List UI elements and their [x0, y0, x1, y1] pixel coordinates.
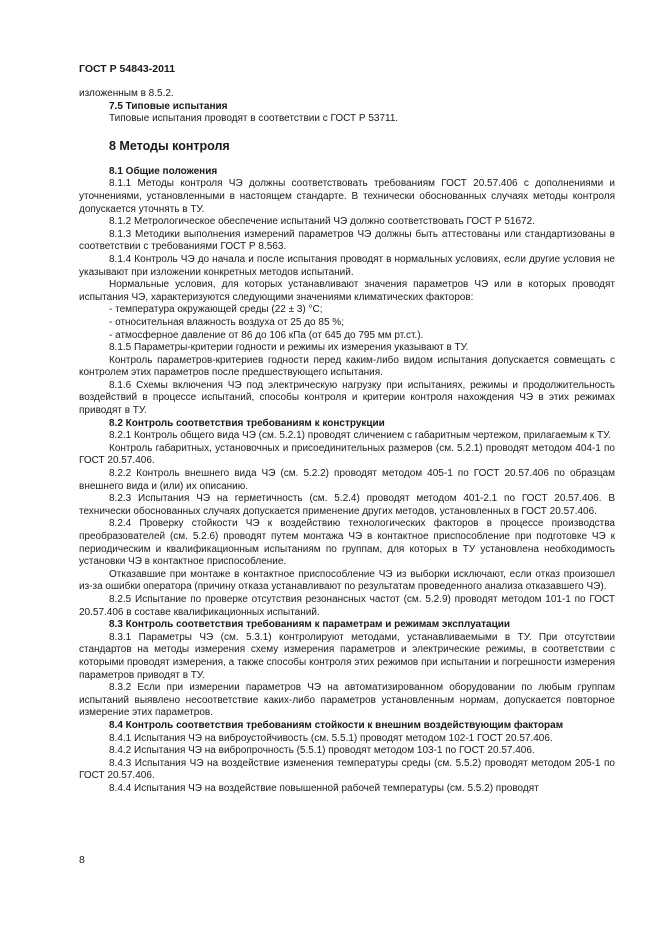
- page-number: 8: [79, 854, 85, 866]
- paragraph: 8.4.4 Испытания ЧЭ на воздействие повышенной рабочей температуры (см. 5.5.2) проводят: [109, 782, 539, 794]
- paragraph: 8.2.1 Контроль общего вида ЧЭ (см. 5.2.1) проводят сличением с габаритным чертежом, прилагаемым к ТУ.: [109, 430, 611, 442]
- paragraph: 8.2.2 Контроль внешнего вида ЧЭ (см. 5.2.2) проводят методом 405-1 по ГОСТ 20.57.406 по образцам внешнего вида и (или) их описанию.: [79, 468, 615, 492]
- paragraph: Нормальные условия, для которых устанавливают значения параметров ЧЭ или в которых проводят испытания ЧЭ, характеризуются следующими значениями климатических факторов:: [79, 279, 615, 303]
- subsection-heading: 8.3 Контроль соответствия требованиям к параметрам и режимам эксплуатации: [109, 619, 511, 631]
- paragraph: 8.1.6 Схемы включения ЧЭ под электрическую нагрузку при испытаниях, режимы и продолжительность воздействий в процессе испытаний, способы контроля и критерии контроля нахождения ЧЭ в этих режимах приводят в ТУ.: [79, 379, 615, 417]
- list-item: - атмосферное давление от 86 до 106 кПа (от 645 до 795 мм рт.ст.).: [109, 329, 424, 341]
- paragraph: 8.3.1 Параметры ЧЭ (см. 5.3.1) контролируют методами, устанавливаемыми в ТУ. При отсутствии стандартов на методы измерения схему измерения параметров и электрические режимы, в соответствии с которыми проводят измерения, а также способы контроля этих режимов при испытании и погрешности измерения параметров приводят в ТУ.: [79, 631, 615, 681]
- section-heading: 8 Методы контроля: [109, 138, 230, 153]
- paragraph: Типовые испытания проводят в соответствии с ГОСТ Р 53711.: [109, 113, 399, 125]
- paragraph: 8.3.2 Если при измерении параметров ЧЭ на автоматизированном оборудовании по любым группам испытаний выявлено несоответствие каких-либо параметров установленным нормам, допускается повторное измерение этих параметров.: [79, 682, 615, 719]
- paragraph: изложенным в 8.5.2.: [79, 88, 174, 99]
- paragraph: 8.4.2 Испытания ЧЭ на вибропрочность (5.5.1) проводят методом 103-1 по ГОСТ 20.57.406.: [109, 745, 535, 757]
- subsection-heading: 8.1 Общие положения: [109, 165, 218, 177]
- paragraph: 8.4.1 Испытания ЧЭ на виброустойчивость (см. 5.5.1) проводят методом 102-1 ГОСТ 20.57.406.: [109, 732, 553, 744]
- paragraph: 8.1.3 Методики выполнения измерений параметров ЧЭ должны быть аттестованы или стандартизованы в соответствии с требованиями ГОСТ Р 8.563.: [79, 228, 615, 253]
- subsection-heading: 8.2 Контроль соответствия требованиям к конструкции: [109, 417, 385, 429]
- document-header: ГОСТ Р 54843-2011: [79, 63, 176, 75]
- paragraph: 8.1.1 Методы контроля ЧЭ должны соответствовать требованиям ГОСТ 20.57.406 с дополнениями и уточнениями, установленными в настоящем стандарте. В технически обоснованных случаях методы контроля допускается уточнять в ТУ.: [79, 178, 615, 215]
- paragraph: Контроль габаритных, установочных и присоединительных размеров (см. 5.2.1) проводят методом 404-1 по ГОСТ 20.57.406.: [79, 442, 615, 467]
- document-body: [79, 88, 615, 795]
- paragraph: 8.2.4 Проверку стойкости ЧЭ к воздействию технологических факторов в процессе производства преобразователей (см. 5.2.6) проводят путем монтажа ЧЭ в контактное приспособление при подготовке ЧЭ к периодическим и квалификационным испытаниям по группам, для которых в ТУ установлена необходимость установки ЧЭ в контактное приспособление.: [79, 518, 615, 568]
- paragraph: 8.1.5 Параметры-критерии годности и режимы их измерения указывают в ТУ.: [109, 342, 469, 354]
- paragraph: 8.2.3 Испытания ЧЭ на герметичность (см. 5.2.4) проводят методом 401-2.1 по ГОСТ 20.57.406. В технически обоснованных случаях допускается применение других методов, установленных в ГОСТ 20.57.406.: [79, 493, 615, 517]
- list-item: - температура окружающей среды (22 ± 3) °С;: [109, 304, 323, 316]
- list-item: - относительная влажность воздуха от 25 до 85 %;: [109, 316, 344, 328]
- paragraph: 8.4.3 Испытания ЧЭ на воздействие изменения температуры среды (см. 5.5.2) проводят методом 205-1 по ГОСТ 20.57.406.: [79, 757, 615, 782]
- subsection-heading: 8.4 Контроль соответствия требованиям стойкости к внешним воздействующим факторам: [109, 719, 564, 731]
- paragraph: 8.2.5 Испытание по проверке отсутствия резонансных частот (см. 5.2.9) проводят методом 101-1 по ГОСТ 20.57.406 в составе квалификационных испытаний.: [79, 593, 615, 618]
- paragraph: Отказавшие при монтаже в контактное приспособление ЧЭ из выборки исключают, если отказ произошел из-за ошибки оператора (причину отказа устанавливают по результатам проведенного анализа отказавшего ЧЭ).: [79, 568, 615, 593]
- paragraph: 8.1.2 Метрологическое обеспечение испытаний ЧЭ должно соответствовать ГОСТ Р 51672.: [109, 216, 535, 228]
- paragraph: 8.1.4 Контроль ЧЭ до начала и после испытания проводят в нормальных условиях, если другие условия не указывают при изложении конкретных методов испытаний.: [79, 253, 615, 278]
- paragraph: Контроль параметров-критериев годности перед каким-либо видом испытания допускается совмещать с контролем этих параметров после предшествующего испытания.: [79, 354, 615, 379]
- subsection-heading: 7.5 Типовые испытания: [109, 100, 228, 112]
